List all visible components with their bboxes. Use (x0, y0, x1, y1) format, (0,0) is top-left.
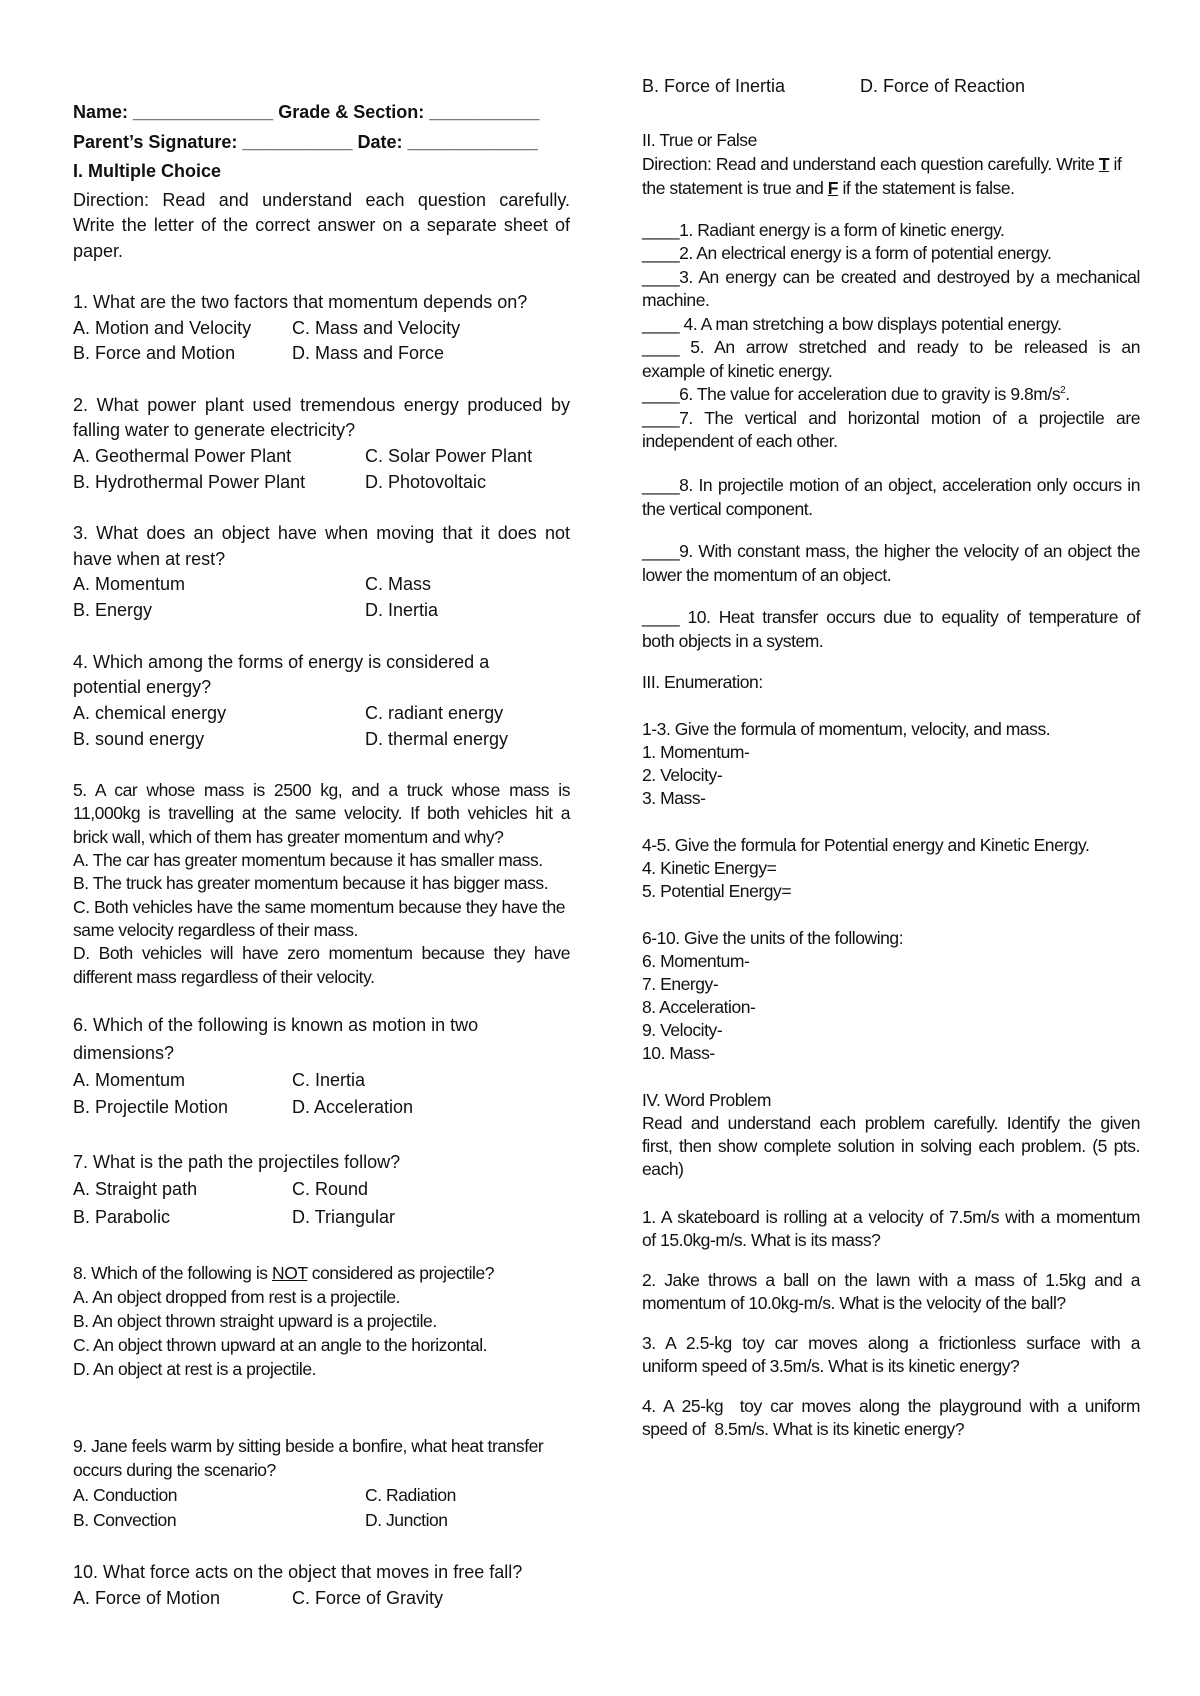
enum-group-2-title: 4-5. Give the formula for Potential energy and Kinetic Energy. (642, 835, 1090, 855)
enum-item: 4. Kinetic Energy= (642, 858, 777, 878)
tf-item-3-line-1: ____3. An energy can be created and destroyed by a mechanical (642, 267, 1140, 287)
name-line (73, 101, 539, 123)
enum-item: 7. Energy- (642, 974, 719, 994)
q4-stem-line-1: 4. Which among the forms of energy is considered a (73, 652, 490, 672)
q6-option-d: D. Acceleration (292, 1097, 414, 1117)
part2-direction-line-2 (642, 177, 1015, 199)
part1-direction-line-3: paper. (73, 241, 124, 261)
q2-option-a: A. Geothermal Power Plant (73, 446, 292, 466)
q4-stem-line-2: potential energy? (73, 677, 212, 697)
problem-3-line-1: 3. A 2.5-kg toy car moves along a frictionless surface with a (642, 1333, 1140, 1353)
parent-label: Parent’s Signature: (73, 132, 238, 152)
q4-option-d: D. thermal energy (365, 729, 509, 749)
problem-4-line-1: 4. A 25-kg toy car moves along the playground with a uniform (642, 1396, 1140, 1416)
tf-item-6-text: ____6. The value for acceleration due to gravity is 9.8m/s (642, 384, 1061, 404)
enum-item: 5. Potential Energy= (642, 881, 792, 901)
parent-signature-line (73, 131, 538, 153)
q9-stem-line-1: 9. Jane feels warm by sitting beside a bonfire, what heat transfer (73, 1436, 544, 1456)
q2-option-b: B. Hydrothermal Power Plant (73, 472, 306, 492)
q8-option-a: A. An object dropped from rest is a projectile. (73, 1287, 401, 1307)
enum-item: 10. Mass- (642, 1043, 715, 1063)
problem-1-line-1: 1. A skateboard is rolling at a velocity of 7.5m/s with a momentum (642, 1207, 1140, 1227)
part1-direction-line-2: Write the letter of the correct answer on a separate sheet of (73, 215, 570, 235)
q5-stem-line-3: brick wall, which of them has greater momentum and why? (73, 827, 504, 847)
tf-item-1: ____1. Radiant energy is a form of kinetic energy. (642, 220, 1005, 240)
grade-label: Grade & Section: (278, 102, 425, 122)
q8-stem (73, 1262, 494, 1284)
q3-stem-line-2: have when at rest? (73, 549, 226, 569)
enum-group-1-title: 1-3. Give the formula of momentum, velocity, and mass. (642, 719, 1051, 739)
part4-title: IV. Word Problem (642, 1090, 771, 1110)
q10-option-c: C. Force of Gravity (292, 1588, 444, 1608)
part4-direction-line-1: Read and understand each problem carefully. Identify the given (642, 1113, 1140, 1133)
q7-option-b: B. Parabolic (73, 1207, 171, 1227)
q3-stem-line-1: 3. What does an object have when moving that it does not (73, 523, 570, 543)
part4-direction-line-3: each) (642, 1159, 684, 1179)
part1-direction-line-1: Direction: Read and understand each question carefully. (73, 190, 570, 210)
q7-stem: 7. What is the path the projectiles follow? (73, 1152, 401, 1172)
part2-dir2-f: F (827, 178, 839, 198)
q8-stem-post: considered as projectile? (307, 1263, 495, 1283)
q2-option-d: D. Photovoltaic (365, 472, 487, 492)
part2-dir2-post: if the statement is false. (838, 178, 1015, 198)
tf-item-6-sup: 2 (1060, 385, 1066, 397)
tf-item-5-line-1: ____ 5. An arrow stretched and ready to be released is an (642, 337, 1140, 357)
q8-option-b: B. An object thrown straight upward is a projectile. (73, 1311, 437, 1331)
part2-dir2-pre: the statement is true and (642, 178, 828, 198)
grade-blank[interactable]: ___________ (429, 102, 540, 122)
q5-option-b: B. The truck has greater momentum because it has bigger mass. (73, 873, 549, 893)
tf-item-4: ____ 4. A man stretching a bow displays potential energy. (642, 314, 1062, 334)
part4-direction-line-2: first, then show complete solution in solving each problem. (5 pts. (642, 1136, 1140, 1156)
name-label: Name: (73, 102, 129, 122)
q1-option-a: A. Motion and Velocity (73, 318, 252, 338)
date-blank[interactable]: _____________ (407, 132, 538, 152)
tf-item-7-line-1: ____7. The vertical and horizontal motion of a projectile are (642, 408, 1140, 428)
problem-1-line-2: of 15.0kg-m/s. What is its mass? (642, 1230, 881, 1250)
tf-item-6 (642, 383, 1070, 405)
tf-item-10-line-2: both objects in a system. (642, 631, 824, 651)
part1-title: I. Multiple Choice (73, 161, 222, 181)
q1-option-c: C. Mass and Velocity (292, 318, 461, 338)
q5-stem-line-1: 5. A car whose mass is 2500 kg, and a truck whose mass is (73, 780, 570, 800)
enum-item: 9. Velocity- (642, 1020, 723, 1040)
q6-option-c: C. Inertia (292, 1070, 366, 1090)
part2-dir1-post: if (1109, 154, 1122, 174)
q10-option-b: B. Force of Inertia (642, 76, 786, 96)
q5-option-c-line-2: same velocity regardless of their mass. (73, 920, 358, 940)
q10-option-a: A. Force of Motion (73, 1588, 221, 1608)
q4-option-a: A. chemical energy (73, 703, 227, 723)
part2-title: II. True or False (642, 130, 757, 150)
q6-stem-line-1: 6. Which of the following is known as motion in two (73, 1015, 479, 1035)
problem-2-line-1: 2. Jake throws a ball on the lawn with a mass of 1.5kg and a (642, 1270, 1140, 1290)
tf-item-6-end: . (1065, 384, 1070, 404)
q5-option-c-line-1: C. Both vehicles have the same momentum because they have the (73, 897, 566, 917)
tf-item-2: ____2. An electrical energy is a form of potential energy. (642, 243, 1052, 263)
q3-option-b: B. Energy (73, 600, 153, 620)
tf-item-9-line-2: lower the momentum of an object. (642, 565, 892, 585)
q10-stem: 10. What force acts on the object that moves in free fall? (73, 1562, 523, 1582)
q3-option-d: D. Inertia (365, 600, 439, 620)
q1-stem: 1. What are the two factors that momentum depends on? (73, 292, 528, 312)
q3-option-a: A. Momentum (73, 574, 186, 594)
enum-group-3-title: 6-10. Give the units of the following: (642, 928, 904, 948)
q5-stem-line-2: 11,000kg is travelling at the same velocity. If both vehicles hit a (73, 803, 570, 823)
tf-item-8-line-1: ____8. In projectile motion of an object, acceleration only occurs in (642, 475, 1140, 495)
q9-option-b: B. Convection (73, 1510, 177, 1530)
q5-option-d-line-1: D. Both vehicles will have zero momentum because they have (73, 943, 570, 963)
q1-option-d: D. Mass and Force (292, 343, 445, 363)
problem-4-line-2: speed of 8.5m/s. What is its kinetic energy? (642, 1419, 965, 1439)
enum-item: 1. Momentum- (642, 742, 750, 762)
enum-item: 6. Momentum- (642, 951, 750, 971)
enum-item: 8. Acceleration- (642, 997, 756, 1017)
part2-dir1-t: T (1098, 154, 1110, 174)
q7-option-c: C. Round (292, 1179, 369, 1199)
tf-item-3-line-2: machine. (642, 290, 710, 310)
problem-3-line-2: uniform speed of 3.5m/s. What is its kinetic energy? (642, 1356, 1020, 1376)
q5-option-d-line-2: different mass regardless of their velocity. (73, 967, 375, 987)
q7-option-d: D. Triangular (292, 1207, 396, 1227)
q1-option-b: B. Force and Motion (73, 343, 236, 363)
q6-stem-line-2: dimensions? (73, 1043, 175, 1063)
tf-item-5-line-2: example of kinetic energy. (642, 361, 833, 381)
name-blank[interactable]: ______________ (133, 102, 274, 122)
q4-option-b: B. sound energy (73, 729, 205, 749)
q9-option-d: D. Junction (365, 1510, 448, 1530)
q9-stem-line-2: occurs during the scenario? (73, 1460, 276, 1480)
part2-dir1-pre: Direction: Read and understand each question carefully. Write (642, 154, 1099, 174)
tf-item-9-line-1: ____9. With constant mass, the higher the velocity of an object the (642, 541, 1140, 561)
tf-item-7-line-2: independent of each other. (642, 431, 838, 451)
q2-stem-line-1: 2. What power plant used tremendous energy produced by (73, 395, 570, 415)
tf-item-8-line-2: the vertical component. (642, 499, 813, 519)
q10-option-d: D. Force of Reaction (860, 76, 1026, 96)
date-label: Date: (357, 132, 403, 152)
q2-option-c: C. Solar Power Plant (365, 446, 533, 466)
enum-item: 2. Velocity- (642, 765, 723, 785)
q2-stem-line-2: falling water to generate electricity? (73, 420, 356, 440)
part2-direction-line-1 (642, 153, 1121, 175)
q8-stem-pre: 8. Which of the following is (73, 1263, 272, 1283)
q3-option-c: C. Mass (365, 574, 432, 594)
q5-option-a: A. The car has greater momentum because it has smaller mass. (73, 850, 543, 870)
q9-option-c: C. Radiation (365, 1485, 456, 1505)
q8-stem-not: NOT (272, 1263, 308, 1283)
parent-blank[interactable]: ___________ (242, 132, 353, 152)
q6-option-b: B. Projectile Motion (73, 1097, 229, 1117)
q9-option-a: A. Conduction (73, 1485, 178, 1505)
problem-2-line-2: momentum of 10.0kg-m/s. What is the velocity of the ball? (642, 1293, 1066, 1313)
q6-option-a: A. Momentum (73, 1070, 186, 1090)
q4-option-c: C. radiant energy (365, 703, 504, 723)
enum-item: 3. Mass- (642, 788, 706, 808)
q8-option-c: C. An object thrown upward at an angle to the horizontal. (73, 1335, 488, 1355)
q7-option-a: A. Straight path (73, 1179, 198, 1199)
tf-item-10-line-1: ____ 10. Heat transfer occurs due to equality of temperature of (642, 607, 1140, 627)
q8-option-d: D. An object at rest is a projectile. (73, 1359, 317, 1379)
part3-title: III. Enumeration: (642, 672, 763, 692)
